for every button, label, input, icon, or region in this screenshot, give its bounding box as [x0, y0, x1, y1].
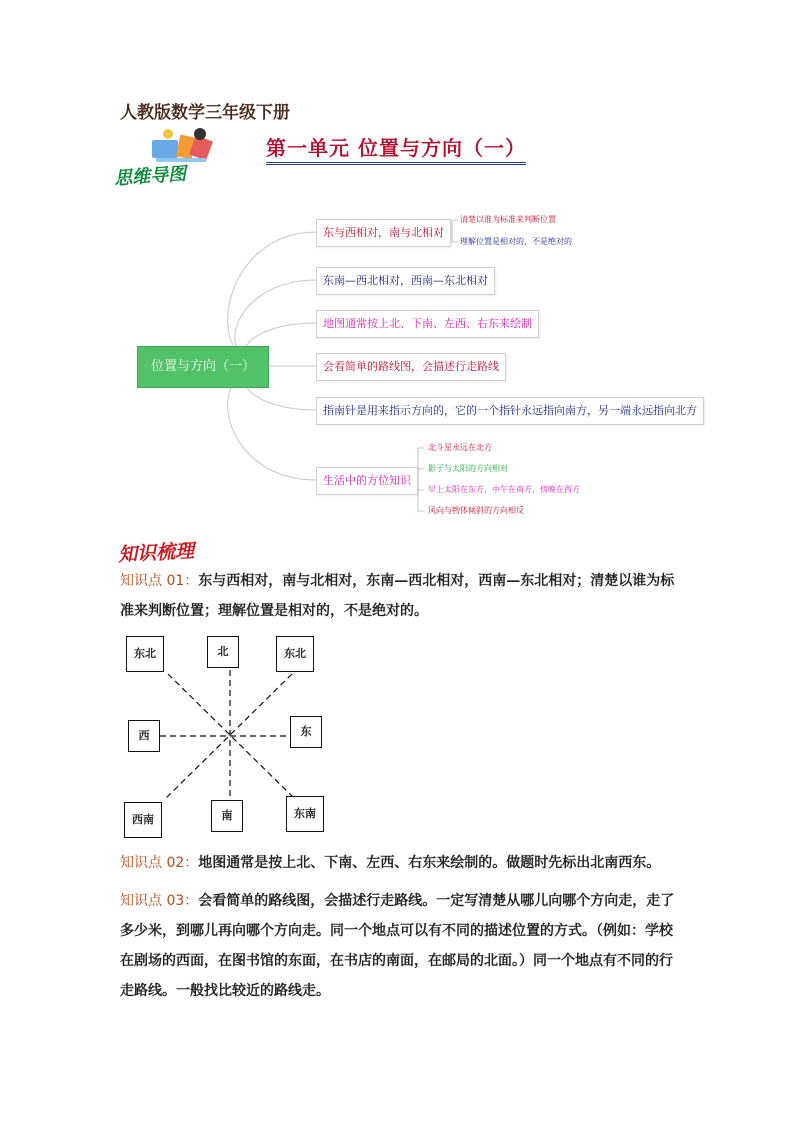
unit-title: 第一单元 位置与方向（一） — [266, 132, 526, 165]
mindmap-leaf: 清楚以谁为标准来判断位置 — [460, 215, 556, 224]
direction-box-north: 北 — [207, 636, 239, 668]
mindmap-badge: 思维导图 — [113, 163, 187, 190]
direction-box-southeast: 东南 — [286, 796, 324, 832]
knowledge-point-label: 知识点 03： — [120, 893, 199, 909]
mindmap-branch-3: 地图通常按上北、下南、左西、右东来绘制 — [316, 310, 539, 338]
mindmap-branch-1: 东与西相对，南与北相对 — [316, 219, 451, 247]
mindmap-leaf: 风向与物体倾斜的方向相反 — [428, 506, 524, 515]
direction-box-southwest: 西南 — [124, 802, 162, 838]
mindmap-branch-5: 指南针是用来指示方向的，它的一个指针永远指向南方，另一端永远指向北方 — [316, 397, 704, 425]
knowledge-point-label: 知识点 02： — [120, 855, 199, 871]
direction-box-east: 东 — [290, 716, 322, 748]
knowledge-point-2 — [120, 848, 680, 878]
knowledge-point-label: 知识点 01： — [120, 573, 199, 589]
mindmap-leaf: 理解位置是相对的，不是绝对的 — [460, 237, 572, 246]
mindmap-branch-6: 生活中的方位知识 — [316, 467, 418, 495]
knowledge-point-text: 地图通常是按上北、下南、左西、右东来绘制的。做题时先标出北南西东。 — [198, 855, 661, 871]
knowledge-point-text: 会看简单的路线图，会描述行走路线。一定写清楚从哪儿向哪个方向走，走了多少米，到哪儿再向哪个方向走。同一个地点可以有不同的描述位置的方式。（例如：学校在剧场的西面，在图书馆的东面，在书店的南面，在邮局的北面。）同一个地点有不同的行走路线。一般找比较近的路线走。 — [120, 893, 675, 999]
mindmap-branch-2: 东南—西北相对，西南—东北相对 — [316, 267, 495, 295]
mindmap-leaf: 北斗星永远在北方 — [428, 443, 492, 452]
knowledge-point-1 — [120, 566, 680, 626]
mindmap-branch-4: 会看简单的路线图，会描述行走路线 — [316, 353, 506, 381]
mindmap-leaf: 影子与太阳的方向相对 — [428, 464, 508, 473]
book-title: 人教版数学三年级下册 — [120, 103, 290, 123]
knowledge-badge: 知识梳理 — [117, 540, 195, 566]
mindmap-leaf: 早上太阳在东方，中午在南方，傍晚在西方 — [428, 485, 580, 494]
knowledge-point-text: 东与西相对，南与北相对，东南—西北相对，西南—东北相对；清楚以谁为标准来判断位置；理解位置是相对的，不是绝对的。 — [120, 573, 675, 619]
knowledge-point-3 — [120, 886, 680, 1006]
direction-box-northwest: 东北 — [126, 636, 164, 672]
direction-box-northeast: 东北 — [276, 636, 314, 672]
mindmap-root: 位置与方向（一） — [137, 346, 269, 388]
direction-box-west: 西 — [128, 720, 160, 752]
direction-box-south: 南 — [211, 800, 243, 832]
